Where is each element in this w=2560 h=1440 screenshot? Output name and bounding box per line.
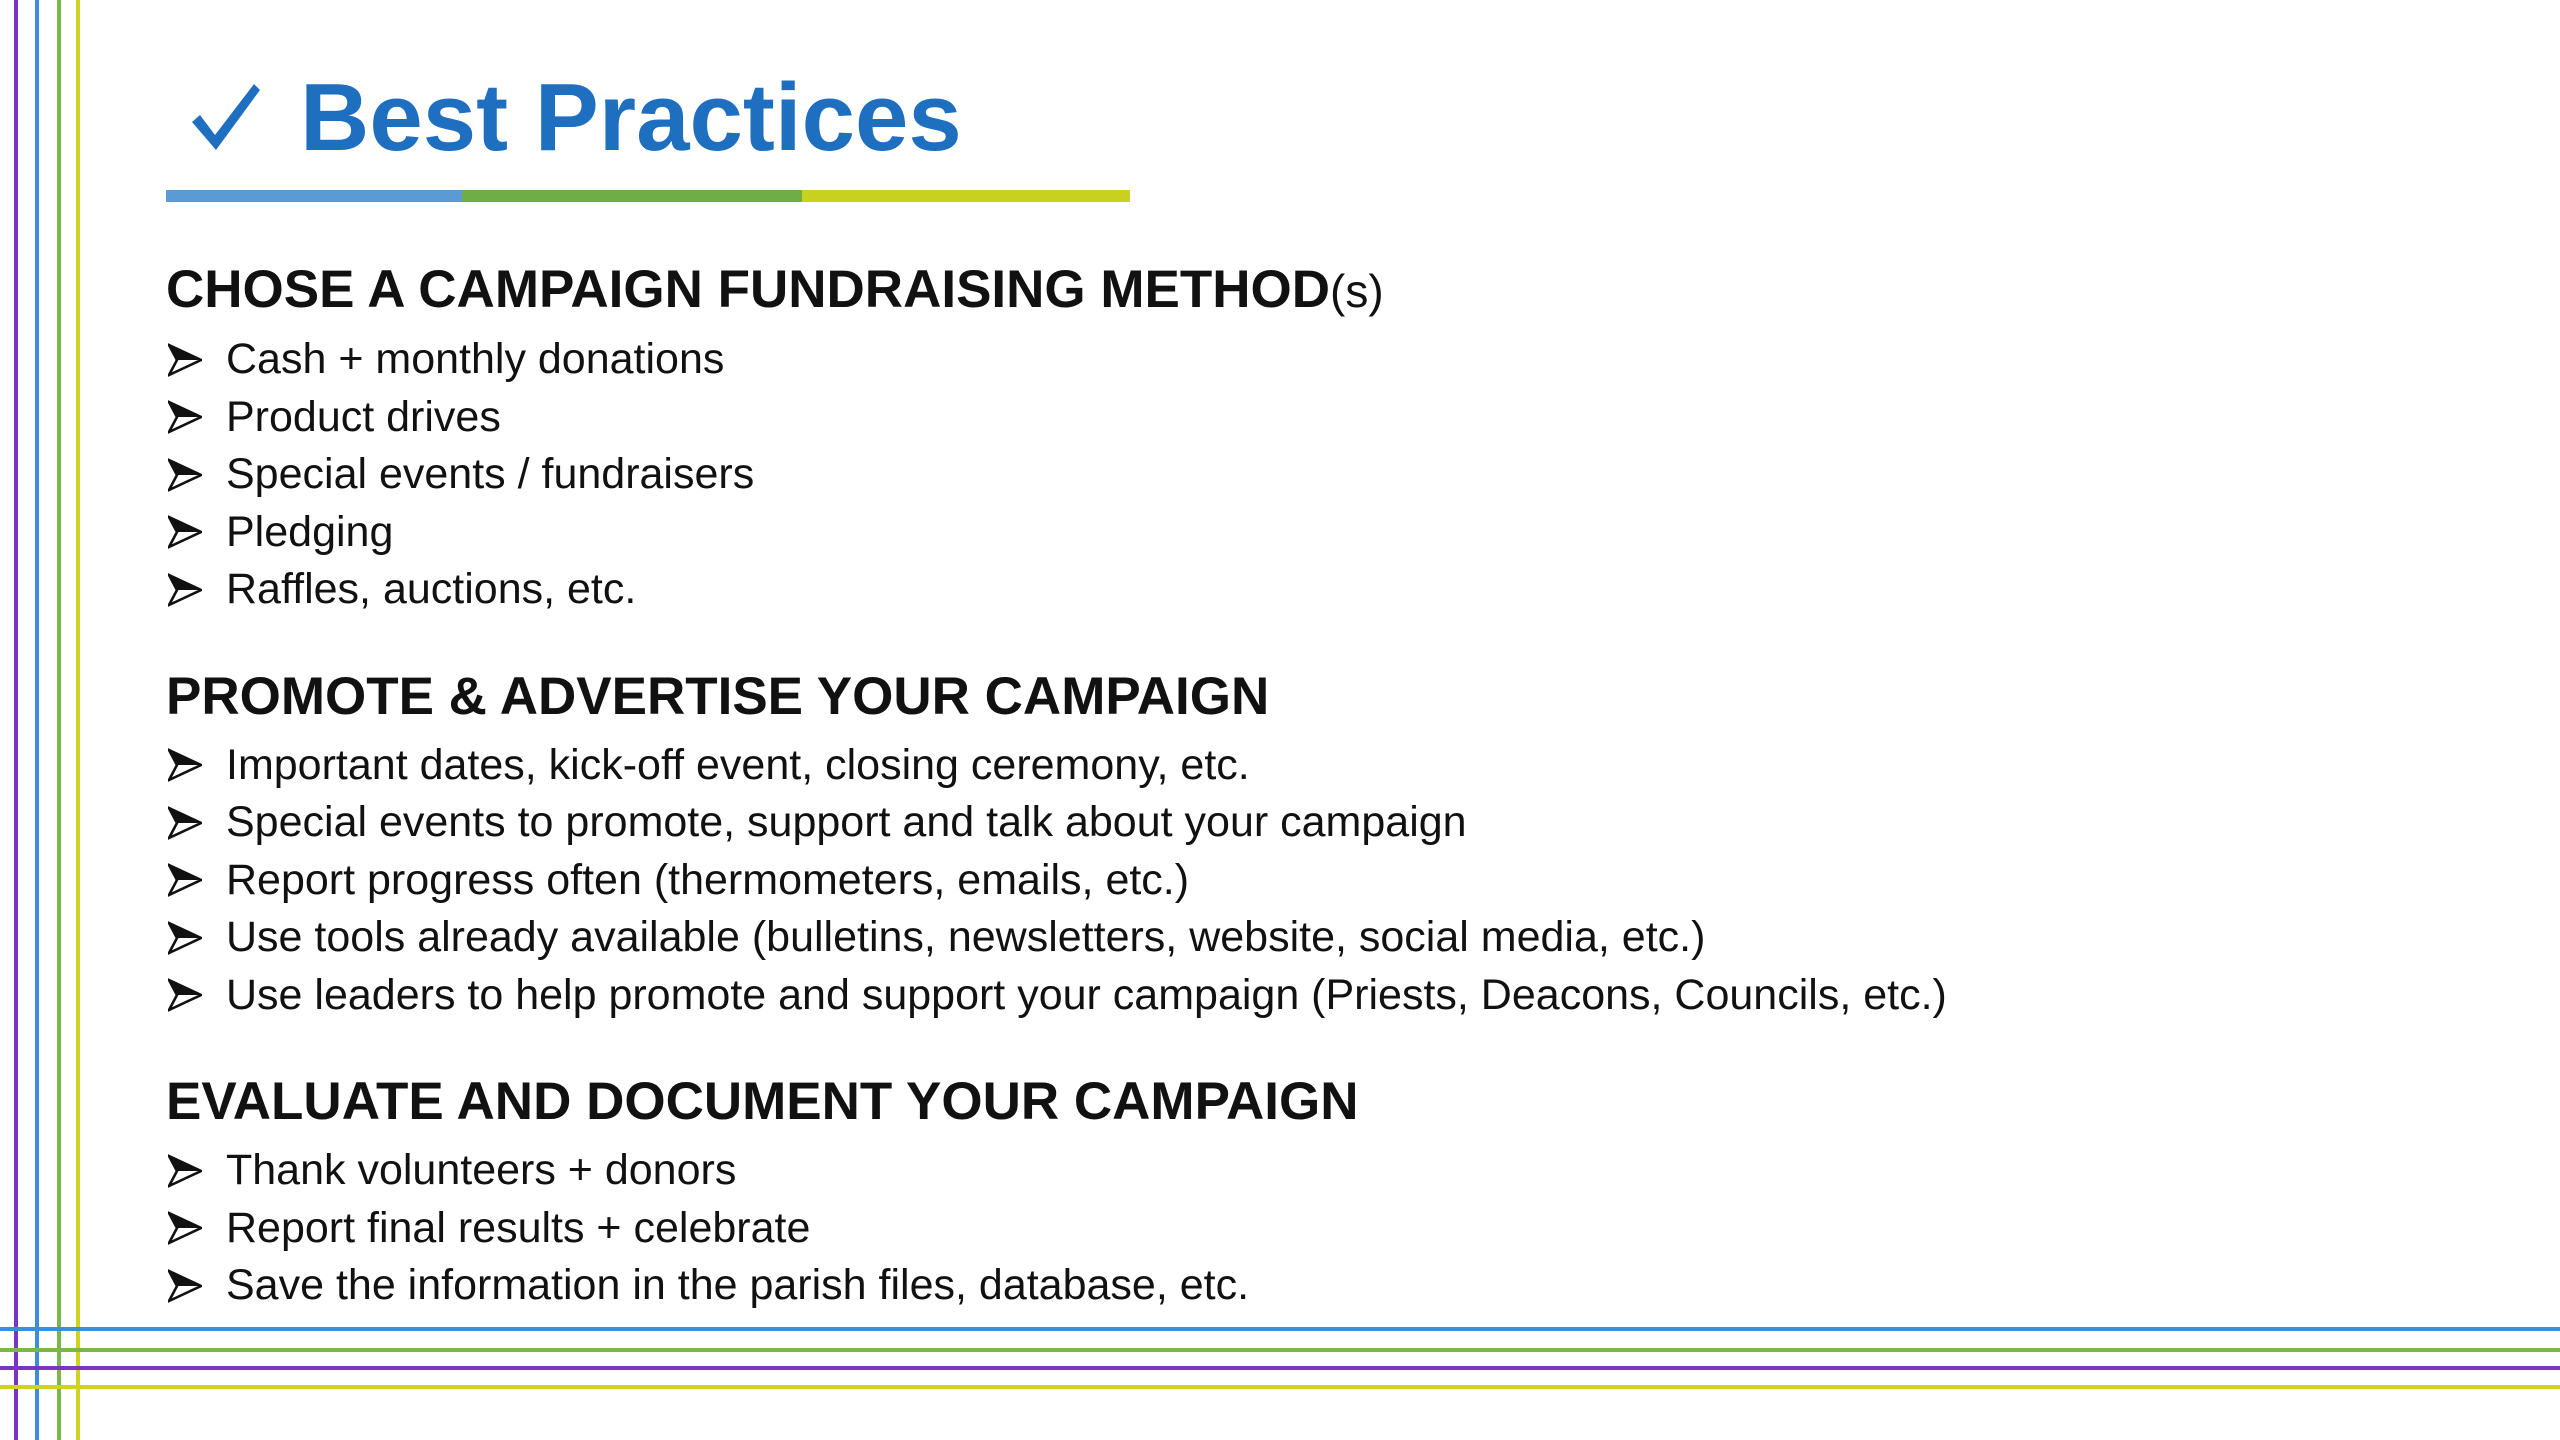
section-heading-text: PROMOTE & ADVERTISE YOUR CAMPAIGN: [166, 666, 1270, 726]
list-item-text: Report final results + celebrate: [226, 1203, 811, 1252]
arrowhead-bullet-icon: [168, 921, 202, 955]
frame-line-green-vertical: [57, 0, 61, 1440]
list-item: [166, 389, 2466, 447]
frame-line-purple-horizontal: [0, 1366, 2560, 1370]
section-heading: [166, 1062, 2466, 1142]
arrowhead-bullet-icon: [168, 806, 202, 840]
list-item: [166, 909, 2466, 967]
list-item: [166, 852, 2466, 910]
section-fundraising-method: [166, 250, 2466, 619]
list-item-text: Special events / fundraisers: [226, 450, 755, 499]
arrowhead-bullet-icon: [168, 748, 202, 782]
arrowhead-bullet-icon: [168, 515, 202, 549]
arrowhead-bullet-icon: [168, 863, 202, 897]
list-item-text: Special events to promote, support and talk about your campaign: [226, 798, 1467, 847]
list-item-text: Use leaders to help promote and support your campaign (Priests, Deacons, Councils, etc.): [226, 970, 1947, 1019]
list-item: [166, 561, 2466, 619]
title-underline-yellow: [802, 190, 1130, 202]
frame-line-yellow-horizontal: [0, 1385, 2560, 1389]
list-item-text: Report progress often (thermometers, emails, etc.): [226, 855, 1190, 904]
list-item: [166, 1200, 2466, 1258]
list-item-text: Raffles, auctions, etc.: [226, 565, 637, 614]
arrowhead-bullet-icon: [168, 1154, 202, 1188]
list-item-text: Cash + monthly donations: [226, 335, 725, 384]
section-promote-advertise: [166, 657, 2466, 1025]
list-item: [166, 967, 2466, 1025]
list-item-text: Save the information in the parish files, database, etc.: [226, 1261, 1250, 1310]
title-underline: [166, 190, 1130, 202]
frame-line-yellow-vertical: [76, 0, 80, 1440]
arrowhead-bullet-icon: [168, 1211, 202, 1245]
section-evaluate-document: [166, 1062, 2466, 1315]
bullet-list: [166, 331, 2466, 619]
list-item-text: Important dates, kick-off event, closing ceremony, etc.: [226, 740, 1250, 789]
list-item: [166, 1142, 2466, 1200]
bullet-list: [166, 737, 2466, 1025]
arrowhead-bullet-icon: [168, 343, 202, 377]
arrowhead-bullet-icon: [168, 573, 202, 607]
list-item-text: Use tools already available (bulletins, newsletters, website, social media, etc.): [226, 913, 1706, 962]
list-item-text: Pledging: [226, 507, 394, 556]
arrowhead-bullet-icon: [168, 1269, 202, 1303]
bullet-list: [166, 1142, 2466, 1315]
title-row: [188, 58, 962, 178]
section-heading-text: EVALUATE AND DOCUMENT YOUR CAMPAIGN: [166, 1072, 1359, 1131]
list-item: [166, 331, 2466, 389]
section-heading-text: CHOSE A CAMPAIGN FUNDRAISING METHOD: [166, 260, 1331, 319]
frame-line-blue-vertical: [35, 0, 39, 1440]
frame-line-purple-vertical: [14, 0, 18, 1440]
list-item: [166, 446, 2466, 504]
arrowhead-bullet-icon: [168, 978, 202, 1012]
list-item: [166, 1257, 2466, 1315]
checkmark-icon: [188, 78, 262, 158]
section-heading: [166, 657, 2466, 737]
list-item-text: Thank volunteers + donors: [226, 1146, 737, 1195]
list-item: [166, 504, 2466, 562]
section-heading-suffix: (s): [1330, 265, 1384, 317]
section-heading: [166, 250, 2466, 331]
page-title: Best Practices: [300, 64, 962, 171]
list-item: [166, 794, 2466, 852]
arrowhead-bullet-icon: [168, 458, 202, 492]
list-item-text: Product drives: [226, 392, 501, 441]
content: [166, 250, 2466, 1353]
title-underline-blue: [166, 190, 462, 202]
arrowhead-bullet-icon: [168, 400, 202, 434]
title-underline-green: [462, 190, 802, 202]
list-item: [166, 737, 2466, 795]
